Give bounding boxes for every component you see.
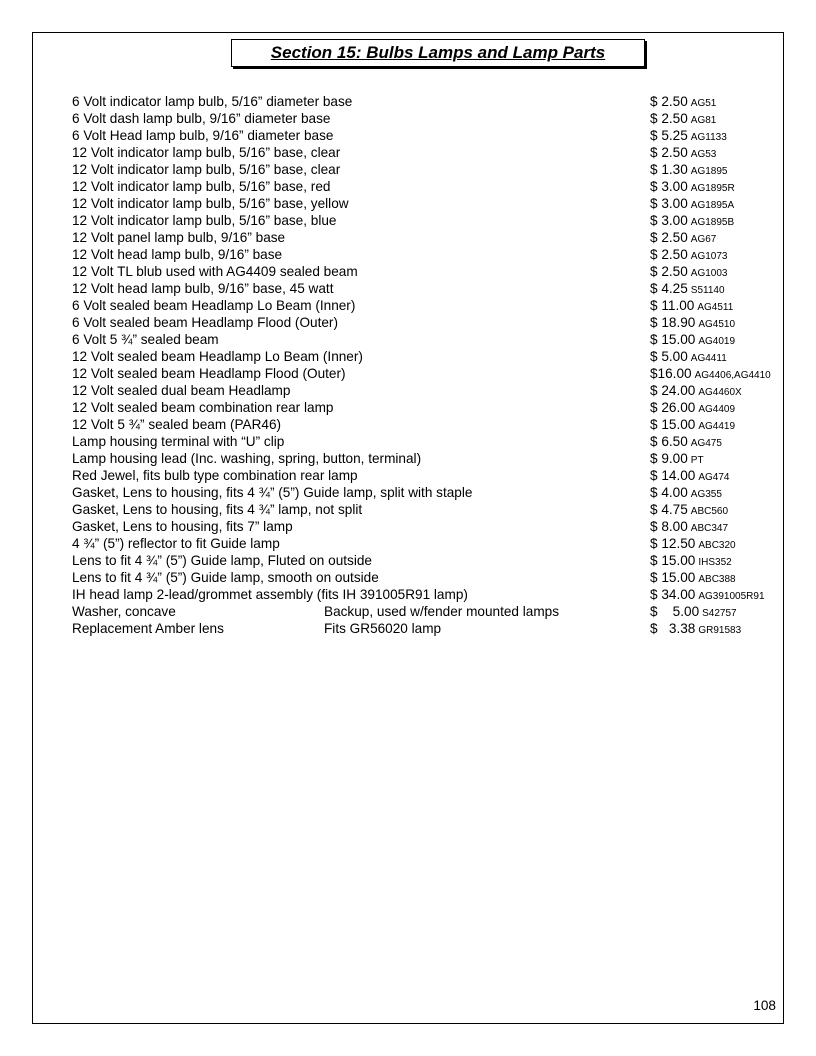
item-price-value: $ 15.00 xyxy=(650,417,696,432)
list-item xyxy=(72,552,784,569)
item-price-value: $ 2.50 xyxy=(650,230,688,245)
list-item xyxy=(72,535,784,552)
item-part-code: ABC320 xyxy=(698,540,736,551)
item-part-code: AG4460X xyxy=(698,387,742,398)
list-item xyxy=(72,365,784,382)
list-item xyxy=(72,246,784,263)
item-price-value: $ 4.75 xyxy=(650,502,688,517)
item-description: Lamp housing lead (Inc. washing, spring, button, terminal) xyxy=(72,451,422,466)
item-description: 12 Volt sealed dual beam Headlamp xyxy=(72,383,291,398)
item-description: Washer, concave xyxy=(72,604,176,619)
item-description: Red Jewel, fits bulb type combination rear lamp xyxy=(72,468,358,483)
parts-list xyxy=(72,93,784,637)
list-item xyxy=(72,178,784,195)
item-part-code: AG4511 xyxy=(697,302,734,313)
item-price-value: $16.00 xyxy=(650,366,692,381)
item-part-code: AG4019 xyxy=(698,336,736,347)
list-item xyxy=(72,297,784,314)
item-description: 12 Volt indicator lamp bulb, 5/16” base, clear xyxy=(72,162,341,177)
item-part-code: AG1895B xyxy=(690,217,735,228)
item-description: 12 Volt indicator lamp bulb, 5/16” base, red xyxy=(72,179,331,194)
item-part-code: AG67 xyxy=(690,234,717,245)
list-item xyxy=(72,263,784,280)
list-item xyxy=(72,399,784,416)
list-item xyxy=(72,518,784,535)
item-price-value: $ 2.50 xyxy=(650,247,688,262)
item-price-value: $ 14.00 xyxy=(650,468,696,483)
item-part-code: AG1133 xyxy=(690,132,727,143)
item-description: 12 Volt TL blub used with AG4409 sealed beam xyxy=(72,264,358,279)
item-description: Replacement Amber lens xyxy=(72,621,224,636)
list-item xyxy=(72,195,784,212)
item-part-code: AG1073 xyxy=(690,251,728,262)
item-part-code: AG4406,AG4410 xyxy=(694,370,771,381)
list-item xyxy=(72,467,784,484)
item-description: Gasket, Lens to housing, fits 7” lamp xyxy=(72,519,293,534)
item-price-value: $ 11.00 xyxy=(650,298,695,313)
item-part-code: IHS352 xyxy=(698,557,732,568)
item-description: Lens to fit 4 ¾” (5”) Guide lamp, Fluted on outside xyxy=(72,553,372,568)
item-part-code: ABC388 xyxy=(698,574,736,585)
list-item xyxy=(72,212,784,229)
item-description: 12 Volt head lamp bulb, 9/16” base, 45 watt xyxy=(72,281,334,296)
item-description: 12 Volt head lamp bulb, 9/16” base xyxy=(72,247,283,262)
item-price-value: $ 1.30 xyxy=(650,162,688,177)
item-description: 12 Volt indicator lamp bulb, 5/16” base, clear xyxy=(72,145,341,160)
item-part-code: AG4510 xyxy=(698,319,736,330)
item-part-code: AG4409 xyxy=(698,404,736,415)
item-description: 12 Volt sealed beam Headlamp Lo Beam (Inner) xyxy=(72,349,363,364)
item-part-code: AG81 xyxy=(690,115,717,126)
list-item xyxy=(72,314,784,331)
item-part-code: AG4419 xyxy=(698,421,736,432)
item-part-code: S42757 xyxy=(702,608,737,619)
item-description: 6 Volt Head lamp bulb, 9/16” diameter base xyxy=(72,128,334,143)
list-item xyxy=(72,501,784,518)
item-description: 6 Volt sealed beam Headlamp Flood (Outer) xyxy=(72,315,338,330)
section-title: Section 15: Bulbs Lamps and Lamp Parts xyxy=(270,43,606,62)
item-part-code: AG1895R xyxy=(690,183,735,194)
list-item xyxy=(72,484,784,501)
item-price-value: $ 3.38 xyxy=(650,621,696,636)
item-part-code: AG1895A xyxy=(690,200,735,211)
item-price-value: $ 18.90 xyxy=(650,315,696,330)
item-description: 12 Volt indicator lamp bulb, 5/16” base, yellow xyxy=(72,196,349,211)
item-part-code: AG4411 xyxy=(690,353,727,364)
item-note: Backup, used w/fender mounted lamps xyxy=(324,604,560,619)
item-price-value: $ 15.00 xyxy=(650,332,696,347)
item-price-value: $ 15.00 xyxy=(650,570,696,585)
item-part-code: AG1895 xyxy=(690,166,728,177)
item-part-code: ABC347 xyxy=(690,523,729,534)
item-description: Lens to fit 4 ¾” (5”) Guide lamp, smooth on outside xyxy=(72,570,379,585)
list-item xyxy=(72,569,784,586)
item-part-code: S51140 xyxy=(690,285,725,296)
list-item xyxy=(72,229,784,246)
item-price-value: $ 3.00 xyxy=(650,213,688,228)
item-price-value: $ 8.00 xyxy=(650,519,688,534)
item-description: 12 Volt sealed beam Headlamp Flood (Outer) xyxy=(72,366,346,381)
item-part-code: ABC560 xyxy=(690,506,729,517)
item-price-value: $ 5.25 xyxy=(650,128,688,143)
item-price-value: $ 5.00 xyxy=(650,349,688,364)
item-price-value: $ 24.00 xyxy=(650,383,696,398)
item-description: 6 Volt 5 ¾” sealed beam xyxy=(72,332,219,347)
item-price-value: $ 2.50 xyxy=(650,94,688,109)
section-title-box xyxy=(231,39,645,67)
item-part-code: AG475 xyxy=(690,438,722,449)
item-description: Gasket, Lens to housing, fits 4 ¾” lamp, not split xyxy=(72,502,363,517)
item-note: Fits GR56020 lamp xyxy=(324,621,442,636)
page-number: 108 xyxy=(753,998,776,1013)
item-description: IH head lamp 2-lead/grommet assembly (fits IH 391005R91 lamp) xyxy=(72,587,468,602)
item-part-code: AG53 xyxy=(690,149,717,160)
list-item xyxy=(72,280,784,297)
item-price-value: $ 2.50 xyxy=(650,111,688,126)
list-item xyxy=(72,348,784,365)
list-item xyxy=(72,110,784,127)
item-price-value: $ 3.00 xyxy=(650,196,688,211)
item-description: 6 Volt sealed beam Headlamp Lo Beam (Inner) xyxy=(72,298,356,313)
item-description: 6 Volt indicator lamp bulb, 5/16” diameter base xyxy=(72,94,353,109)
item-price-value: $ 5.00 xyxy=(650,604,700,619)
item-price-value: $ 34.00 xyxy=(650,587,696,602)
item-price-value: $ 9.00 xyxy=(650,451,688,466)
list-item xyxy=(72,127,784,144)
item-price-value: $ 6.50 xyxy=(650,434,688,449)
item-description: 6 Volt dash lamp bulb, 9/16” diameter base xyxy=(72,111,331,126)
list-item xyxy=(72,586,784,603)
item-description: 12 Volt indicator lamp bulb, 5/16” base, blue xyxy=(72,213,337,228)
item-part-code: AG391005R91 xyxy=(698,591,765,602)
list-item xyxy=(72,433,784,450)
item-description: 12 Volt panel lamp bulb, 9/16” base xyxy=(72,230,286,245)
item-part-code: AG355 xyxy=(690,489,722,500)
list-item xyxy=(72,603,784,620)
item-description: 12 Volt 5 ¾” sealed beam (PAR46) xyxy=(72,417,282,432)
item-part-code: PT xyxy=(690,455,704,466)
item-part-code: AG51 xyxy=(690,98,717,109)
item-price-value: $ 4.25 xyxy=(650,281,688,296)
list-item xyxy=(72,416,784,433)
item-description: Lamp housing terminal with “U” clip xyxy=(72,434,285,449)
item-price-value: $ 2.50 xyxy=(650,264,688,279)
item-part-code: AG1003 xyxy=(690,268,728,279)
item-price-value: $ 4.00 xyxy=(650,485,688,500)
list-item xyxy=(72,144,784,161)
list-item xyxy=(72,161,784,178)
item-description: 4 ¾” (5”) reflector to fit Guide lamp xyxy=(72,536,280,551)
item-price-value: $ 3.00 xyxy=(650,179,688,194)
item-price-value: $ 15.00 xyxy=(650,553,696,568)
list-item xyxy=(72,450,784,467)
list-item xyxy=(72,620,784,637)
list-item xyxy=(72,331,784,348)
list-item xyxy=(72,382,784,399)
item-price xyxy=(650,620,741,639)
item-price-value: $ 26.00 xyxy=(650,400,696,415)
item-description: Gasket, Lens to housing, fits 4 ¾” (5”) Guide lamp, split with staple xyxy=(72,485,473,500)
item-part-code: AG474 xyxy=(698,472,730,483)
item-price-value: $ 12.50 xyxy=(650,536,696,551)
list-item xyxy=(72,93,784,110)
item-price-value: $ 2.50 xyxy=(650,145,688,160)
item-part-code: GR91583 xyxy=(698,625,742,636)
item-description: 12 Volt sealed beam combination rear lamp xyxy=(72,400,334,415)
